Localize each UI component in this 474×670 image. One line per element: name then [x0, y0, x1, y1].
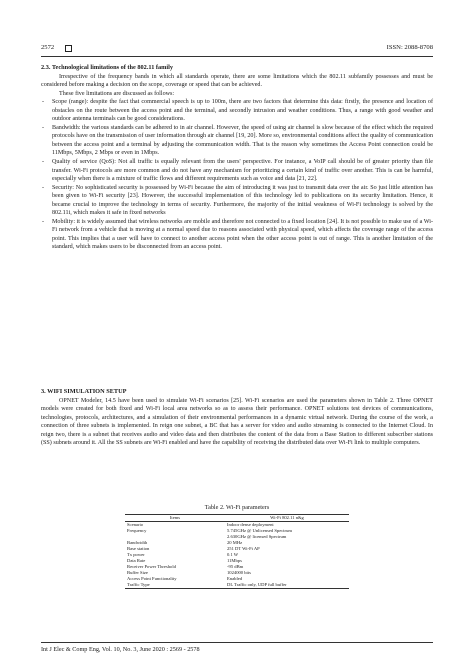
- table-cell: 1024000 bits: [227, 569, 251, 575]
- header-rule: [41, 56, 433, 57]
- table-cell: Traffic Type: [125, 582, 225, 589]
- running-header: [41, 44, 433, 56]
- paragraph: OPNET Modeler, 14.5 have been used to simulate Wi-Fi scenarios [25]. Wi-Fi scenarios are used the parameters shown in Table 2. Three OPNET models were created for both fixed and Wi-Fi local area networks so as to assess their performance. OPNET solutions test devices of communications, technologies, protocols, architectures, and a simulation of their environmental performances in a dynamic virtual network. During the course of the work, a connection of three subnets is implemented. In reign one subnet, a BC that has a server for video and audio streaming is connected to the Internet Cloud. In reign two, there is a subnet that receives audio and video data and then distributes the content of the data from a Base Station to different subscriber stations (SS) subnets around it. All the SS subnets are Wi-Fi enabled and have the capability of receiving the distributed data over Wi-Fi link to multiple computers.: [41, 397, 433, 447]
- table-cell: Scenario: [127, 521, 144, 527]
- section-3: [41, 388, 433, 448]
- section-2-3: [41, 64, 433, 252]
- page-number: 2572: [41, 44, 55, 51]
- footer-citation: Int J Elec & Comp Eng, Vol. 10, No. 3, June 2020 : 2569 - 2578: [41, 646, 200, 653]
- table-cell: Base station: [127, 545, 150, 551]
- footer-rule: [41, 642, 433, 643]
- table-cell: Enabled: [227, 575, 243, 581]
- issn: ISSN: 2088-8708: [386, 44, 433, 51]
- list-item: - Bandwidth: the various standards can be adhered to in air channel. However, the speed of using air channel is slow because of the effect which the required protocols have on the transmission of user information through air channel [19, 20]. More so, environmental conditions affect the quality of communication between the access point and a terminal by adjusting the communication width. That is the reason why sometimes the Access Point connection could be 11Mbps, 5Mbps, 2 Mbps or even in 1Mbps.: [41, 124, 433, 158]
- limitations-list: [41, 98, 433, 252]
- paragraph: Irrespective of the frequency bands in which all standards operate, there are some limitations which the 802.11 subfamily possesses and must be considered before making a decision on the scope, coverage or speed that can be achieved.: [41, 73, 433, 89]
- table-cell: 251 DT Wi-Fi AP: [227, 545, 260, 551]
- table-cell: Indoor dense deployment: [227, 521, 274, 527]
- table-cell: 0.1 W: [227, 551, 239, 557]
- paragraph: These five limitations are discussed as follows:: [59, 90, 175, 97]
- table-cell: Buffer Size: [127, 569, 148, 575]
- square-icon: [65, 45, 72, 52]
- table-cell: Bandwidth: [127, 539, 148, 545]
- table-cell: Access Point Functionality: [127, 575, 177, 581]
- table-cell: Receiver Power Threshold: [127, 563, 176, 569]
- column-header: Wi-Fi 802.11 n&g: [225, 514, 349, 521]
- table-2: [41, 504, 433, 589]
- list-item: - Scope (range): despite the fact that commercial speech is up to 100m, there are two factors that determine this data: firstly, the presence and location of obstacles on the route between the access point and the terminal, and secondly intrusion and weather conditions. Thus, a range with good weather and outdoor antenna terminals can be good considerations.: [41, 98, 433, 124]
- parameters-table: [125, 514, 349, 589]
- section-title: 2.3. Technological limitations of the 802.11 family: [41, 64, 174, 71]
- section-title: 3. WIFI SIMULATION SETUP: [41, 388, 127, 395]
- table-cell: 11Mbps: [227, 557, 242, 563]
- table-cell: Tx power: [127, 551, 145, 557]
- list-item: - Quality of service (QoS): Not all traffic is equally relevant from the users' perspective. For instance, a VoIP call should be of greater priority than file transfer. Wi-Fi protocols are more common and do not have any mechanism for prioritizing a certain kind of traffic over another. This is can be harmful, especially when there is a mixture of traffic flows and different requirements such as voice and data [21, 22].: [41, 158, 433, 184]
- table-cell: -95 dBm: [227, 563, 244, 569]
- list-item: - Security: No sophisticated security is possessed by Wi-Fi because the aim of introducing it was just to transmit data over the air. So just little attention has been given to Wi-Fi security [23]. However, the successful implementation of this technology led to publications on its security limitation. Hence, it became crucial to improve the technology in terms of security. Furthermore, the majority of the initial weakness of Wi-Fi technology is solved by the 802.11i, which makes it safe in fixed networks: [41, 184, 433, 218]
- table-caption: Table 2. Wi-Fi parameters: [204, 504, 270, 511]
- list-item: - Mobility: it is widely assumed that wireless networks are mobile and therefore not connected to a fixed location [24]. It is not possible to make use of a Wi-Fi network from a vehicle that is moving at a normal speed due to reasons associated with physical speed, which affects the coverage range of the access point. This implies that a user will have to connect to another access point when the other access point is out of range. This is another limitation of the standard, which makes users to be disconnected from an access point.: [41, 218, 433, 252]
- table-cell: 5.745GHz @ Unlicensed Spectrum: [227, 527, 292, 533]
- table-cell: Frequency: [127, 527, 147, 533]
- table-cell: 2.630GHz @ licensed Spectrum: [227, 533, 287, 539]
- table-cell: DL Traffic only, UDP full buffer: [225, 582, 349, 589]
- table-cell: Data Rate: [127, 557, 146, 563]
- table-row: [125, 582, 349, 589]
- column-header: Items: [125, 514, 225, 521]
- table-cell: 20 MHz: [227, 539, 243, 545]
